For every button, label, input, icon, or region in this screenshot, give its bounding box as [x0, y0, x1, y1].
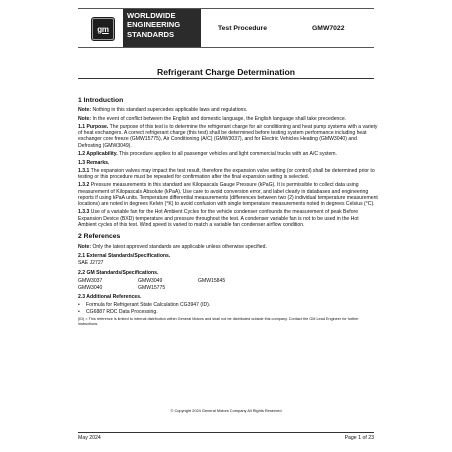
note-text: In the event of conflict between the English and domestic language, the English language shall take precedence.: [92, 115, 347, 122]
brand-line-1: WORLDWIDE: [127, 11, 176, 20]
gm-standard-item: GMW3049: [138, 277, 163, 284]
brand-line-3: STANDARDS: [127, 29, 175, 39]
header-bottom-rule: [78, 47, 374, 48]
remark-label: 1.3.1: [78, 167, 90, 174]
copyright-notice: © Copyright 2024 General Motors Company All Rights Reserved: [170, 408, 282, 413]
external-standards-heading: 2.1 External Standards/Specifications.: [78, 252, 171, 259]
remark-paragraph: [78, 182, 378, 207]
additional-references-heading: 2.3 Additional References.: [78, 294, 142, 301]
list-item: [78, 302, 378, 308]
title-rule: [78, 78, 374, 79]
applicability-paragraph: [78, 151, 378, 157]
brand-block: [123, 9, 201, 47]
applicability-label: 1.2 Applicability.: [78, 151, 118, 158]
note-text: Nothing in this standard supercedes applicable laws and regulations.: [92, 107, 248, 114]
page-number: Page 1 of 23: [344, 435, 374, 441]
doc-type: Test Procedure: [218, 24, 267, 32]
section-heading-references: 2 References: [78, 233, 121, 241]
gm-standard-item: GMW3037: [78, 277, 103, 284]
gm-logo-frame: [92, 18, 114, 40]
gm-standard-item: GMW3040: [78, 285, 103, 292]
purpose-label: 1.1 Purpose.: [78, 123, 109, 130]
purpose-text: The purpose of this test is to determine the refrigerant charge for air conditioning and heat pump systems with a variety of heat exchangers. A correct refrigerant charge (this test) shall be determined before testing system performance including heat exchanger core freeze (GMW15775), Air Conditioning (A/C) (GMW3037), and for Electric Vehicles Heating (GMW3040) and Defrosting (GMW3049).: [78, 123, 378, 149]
additional-reference-text: Formula for Refrigerant State Calculation CG3947 (ID).: [86, 301, 211, 308]
document-body: [78, 98, 378, 327]
bullet-icon: •: [78, 301, 80, 308]
gm-logo-text: gm: [97, 24, 109, 34]
footer-rule: [78, 432, 374, 433]
doc-number: GMW7022: [312, 24, 345, 32]
remark-paragraph: [78, 168, 378, 181]
remark-text: Pressure measurements in this standard are Kilopascals Gauge Pressure (kPaG). It is permissible to collect data using measurement of Kilopascals Absolute (kPaA). Use care to avoid conversion error, and label clearly in databases and engineering reports if using kPaA units. Temperature differential measurements (differences between two (2) individual temperature measurement locations) are noted in degrees Kelvin (°K) to avoid confusion with single temperature measurements noted in degrees Celsius (°C).: [78, 182, 378, 208]
note-paragraph: [78, 107, 378, 113]
note-label: Note:: [78, 115, 92, 122]
bullet-icon: •: [78, 309, 80, 316]
applicability-text: This procedure applies to all passenger vehicles and light commercial trucks with an A/C system.: [118, 151, 337, 158]
remark-text: Use of a variable fan for the Hot Ambient Cycles for the vehicle condenser confounds the measurement of peak Before Expansion Device (BXD) temperature and pressure throughout the test. A condenser variable fan is not to be used in the Hot Ambient cycles of this test. Wind speed is varied to match a variable fan condenser airflow condition.: [78, 209, 359, 229]
gm-standards-list: [78, 278, 378, 292]
note-label: Note:: [78, 243, 92, 250]
section-heading-introduction: 1 Introduction: [78, 97, 124, 104]
remark-label: 1.3.2: [78, 182, 90, 189]
note-paragraph: [78, 116, 378, 122]
remark-text: The expansion valves may impact the test result, therefore the expansion valve setting (or control) shall be determined prior to testing or this procedure must be repeated for confirmation after the final expansion setting is selected.: [78, 167, 375, 180]
remark-paragraph: [78, 209, 378, 228]
gm-standard-item: GMW15775: [138, 285, 166, 292]
footnote: (ID) = This reference is limited to internal distribution within General Motors and shall not be distributed outside this company. Contact the GM Lead Engineer for further instructions.: [78, 317, 359, 326]
external-standard-item: SAE J2727: [78, 260, 104, 267]
gm-logo: [91, 17, 115, 41]
remarks-heading: 1.3 Remarks.: [78, 160, 110, 167]
additional-reference-text: CG6887 RDC Data Processing.: [86, 309, 158, 316]
list-item: [78, 309, 378, 315]
gm-standards-heading: 2.2 GM Standards/Specifications.: [78, 269, 159, 276]
remark-label: 1.3.3: [78, 209, 90, 216]
note-text: Only the latest approved standards are applicable unless otherwise specified.: [92, 243, 267, 250]
page-title: Refrigerant Charge Determination: [156, 67, 295, 77]
publication-date: May 2024: [78, 435, 101, 441]
note-label: Note:: [78, 107, 92, 114]
gm-standard-item: GMW15845: [198, 277, 226, 284]
brand-line-2: ENGINEERING: [127, 20, 181, 30]
purpose-paragraph: [78, 124, 378, 149]
references-note: [78, 244, 378, 250]
